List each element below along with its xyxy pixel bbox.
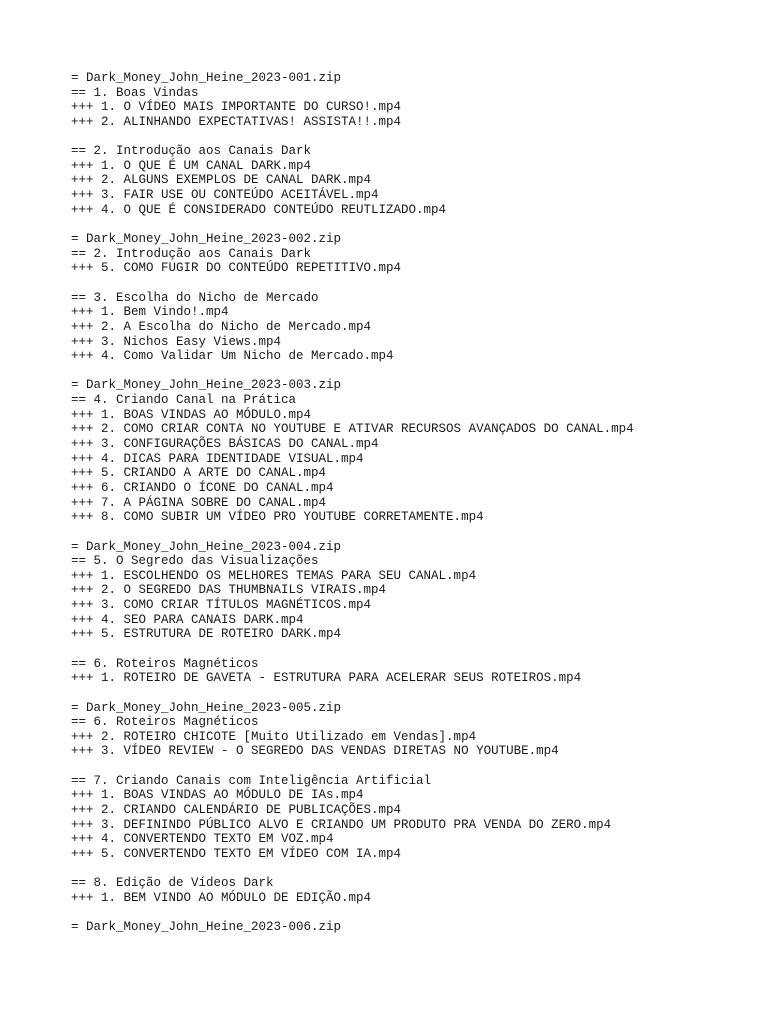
file-entry: +++ 3. FAIR USE OU CONTEÚDO ACEITÁVEL.mp4 [71,188,379,203]
file-entry: +++ 2. A Escolha do Nicho de Mercado.mp4 [71,319,372,334]
section-heading: == 2. Introdução aos Canais Dark [71,144,312,159]
file-entry: +++ 2. CRIANDO CALENDÁRIO DE PUBLICAÇÕES.mp4 [71,803,402,818]
blank-line [71,686,761,701]
file-entry: +++ 4. CONVERTENDO TEXTO EM VOZ.mp4 [71,832,334,847]
section-heading: == 8. Edição de Vídeos Dark [71,876,274,891]
section-heading: == 3. Escolha do Nicho de Mercado [71,290,319,305]
file-entry: +++ 7. A PÁGINA SOBRE DO CANAL.mp4 [71,495,327,510]
section-heading: == 5. O Segredo das Visualizações [71,554,319,569]
archive-heading: = Dark_Money_John_Heine_2023-005.zip [71,700,342,715]
file-entry: +++ 8. COMO SUBIR UM VÍDEO PRO YOUTUBE CORRETAMENTE.mp4 [71,510,484,525]
file-entry: +++ 5. CRIANDO A ARTE DO CANAL.mp4 [71,466,327,481]
file-entry: +++ 2. ROTEIRO CHICOTE [Muito Utilizado em Vendas].mp4 [71,729,477,744]
file-entry: +++ 2. ALGUNS EXEMPLOS DE CANAL DARK.mp4 [71,173,372,188]
file-entry: +++ 1. ESCOLHENDO OS MELHORES TEMAS PARA SEU CANAL.mp4 [71,568,477,583]
file-entry: +++ 3. COMO CRIAR TÍTULOS MAGNÉTICOS.mp4 [71,598,372,613]
file-entry: +++ 1. O QUE É UM CANAL DARK.mp4 [71,158,312,173]
file-entry: +++ 3. DEFININDO PÚBLICO ALVO E CRIANDO UM PRODUTO PRA VENDA DO ZERO.mp4 [71,817,612,832]
file-entry: +++ 1. BOAS VINDAS AO MÓDULO.mp4 [71,407,312,422]
blank-line [71,862,761,877]
section-heading: == 2. Introdução aos Canais Dark [71,246,312,261]
file-entry: +++ 2. O SEGREDO DAS THUMBNAILS VIRAIS.mp4 [71,583,387,598]
section-heading: == 6. Roteiros Magnéticos [71,715,259,730]
blank-line [71,906,761,921]
section-heading: == 1. Boas Vindas [71,85,199,100]
document-body [71,71,761,935]
file-entry: +++ 1. Bem Vindo!.mp4 [71,305,229,320]
blank-line [71,642,761,657]
file-entry: +++ 4. DICAS PARA IDENTIDADE VISUAL.mp4 [71,451,364,466]
archive-heading: = Dark_Money_John_Heine_2023-004.zip [71,539,342,554]
file-entry: +++ 5. COMO FUGIR DO CONTEÚDO REPETITIVO.mp4 [71,261,402,276]
file-entry: +++ 4. O QUE É CONSIDERADO CONTEÚDO REUTLIZADO.mp4 [71,202,447,217]
blank-line [71,364,761,379]
file-entry: +++ 1. O VÍDEO MAIS IMPORTANTE DO CURSO!.mp4 [71,100,402,115]
file-entry: +++ 4. SEO PARA CANAIS DARK.mp4 [71,612,304,627]
file-entry: +++ 3. Nichos Easy Views.mp4 [71,334,282,349]
file-entry: +++ 1. BEM VINDO AO MÓDULO DE EDIÇÃO.mp4 [71,890,372,905]
blank-line [71,217,761,232]
blank-line [71,130,761,145]
archive-heading: = Dark_Money_John_Heine_2023-001.zip [71,71,342,85]
file-entry: +++ 5. CONVERTENDO TEXTO EM VÍDEO COM IA.mp4 [71,846,402,861]
file-entry: +++ 5. ESTRUTURA DE ROTEIRO DARK.mp4 [71,627,342,642]
file-entry: +++ 2. ALINHANDO EXPECTATIVAS! ASSISTA!!.mp4 [71,114,402,129]
archive-heading: = Dark_Money_John_Heine_2023-006.zip [71,920,342,935]
file-entry: +++ 3. CONFIGURAÇÕES BÁSICAS DO CANAL.mp4 [71,437,379,452]
file-entry: +++ 4. Como Validar Um Nicho de Mercado.mp4 [71,349,394,364]
blank-line [71,759,761,774]
section-heading: == 7. Criando Canais com Inteligência Artificial [71,773,432,788]
file-entry: +++ 2. COMO CRIAR CONTA NO YOUTUBE E ATIVAR RECURSOS AVANÇADOS DO CANAL.mp4 [71,422,634,437]
section-heading: == 6. Roteiros Magnéticos [71,656,259,671]
archive-heading: = Dark_Money_John_Heine_2023-002.zip [71,232,342,247]
archive-heading: = Dark_Money_John_Heine_2023-003.zip [71,378,342,393]
file-entry: +++ 1. ROTEIRO DE GAVETA - ESTRUTURA PARA ACELERAR SEUS ROTEIROS.mp4 [71,671,582,686]
file-entry: +++ 3. VÍDEO REVIEW - O SEGREDO DAS VENDAS DIRETAS NO YOUTUBE.mp4 [71,744,559,759]
file-entry: +++ 1. BOAS VINDAS AO MÓDULO DE IAs.mp4 [71,788,364,803]
blank-line [71,276,761,291]
blank-line [71,525,761,540]
section-heading: == 4. Criando Canal na Prática [71,393,297,408]
file-entry: +++ 6. CRIANDO O ÍCONE DO CANAL.mp4 [71,480,334,495]
